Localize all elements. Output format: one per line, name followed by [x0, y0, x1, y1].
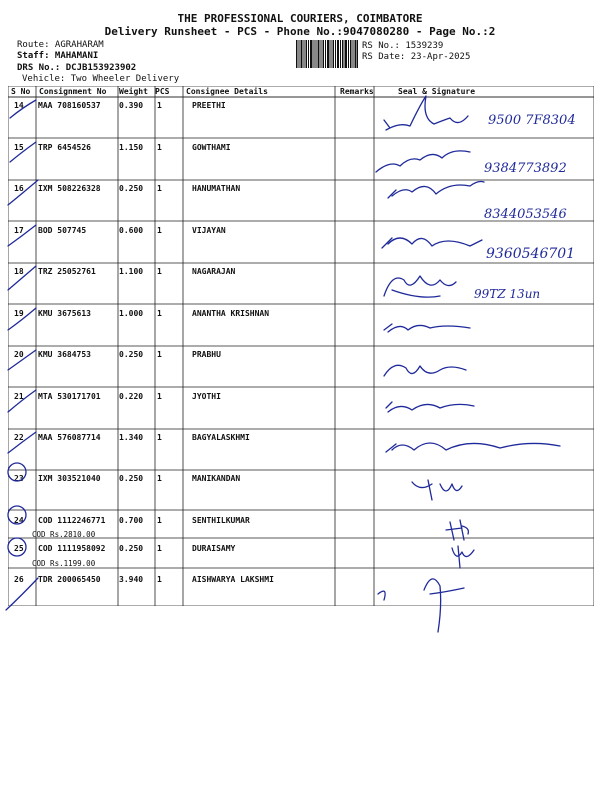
col-header-consignment: Consignment No [39, 87, 107, 96]
row-consignment-no: MAA 576087714 [38, 433, 101, 442]
handwritten-phone: 9360546701 [486, 246, 576, 262]
company-title: THE PROFESSIONAL COURIERS, COIMBATORE [177, 12, 423, 25]
row-weight: 1.000 [119, 309, 144, 318]
runsheet-subtitle: Delivery Runsheet - PCS - Phone No.:9047080280 - Page No.:2 [104, 25, 496, 38]
row-weight: 0.600 [119, 226, 144, 235]
runsheet-table-grid [8, 86, 594, 606]
row-sno: 14 [14, 101, 24, 110]
row-weight: 1.150 [119, 143, 144, 152]
row-consignee: HANUMATHAN [192, 184, 241, 193]
col-header-consignee: Consignee Details [186, 87, 268, 96]
handwritten-phone: 9384773892 [484, 161, 567, 176]
row-pcs: 1 [157, 184, 162, 193]
row-weight: 1.340 [119, 433, 144, 442]
row-pcs: 1 [157, 350, 162, 359]
row-pcs: 1 [157, 474, 162, 483]
row-pcs: 1 [157, 226, 162, 235]
row-consignee: NAGARAJAN [192, 267, 236, 276]
row-consignee: JYOTHI [192, 392, 221, 401]
row-sno: 16 [14, 184, 24, 193]
row-consignment-no: TRZ 25052761 [38, 267, 96, 276]
handwritten-phone: 9500 7F8304 [488, 113, 576, 128]
row-sno: 26 [14, 575, 24, 584]
row-consignee: GOWTHAMI [192, 143, 231, 152]
row-consignment-no: KMU 3684753 [38, 350, 91, 359]
handwritten-phone: 8344053546 [484, 207, 567, 222]
staff-label: Staff: MAHAMANI [17, 51, 99, 61]
row-consignment-no: IXM 303521040 [38, 474, 101, 483]
row-sno: 15 [14, 143, 24, 152]
row-consignee: MANIKANDAN [192, 474, 241, 483]
row-sno: 22 [14, 433, 24, 442]
row-consignment-no: COD 1112246771 [38, 516, 106, 525]
row-weight: 0.700 [119, 516, 144, 525]
row-weight: 0.250 [119, 184, 144, 193]
row-weight: 0.390 [119, 101, 144, 110]
row-sno: 18 [14, 267, 24, 276]
drs-number: DRS No.: DCJB153923902 [17, 63, 137, 73]
row-consignment-no: MTA 530171701 [38, 392, 101, 401]
row-sno: 20 [14, 350, 24, 359]
row-consignee: BAGYALASKHMI [192, 433, 250, 442]
row-pcs: 1 [157, 516, 162, 525]
col-header-sno: S No [11, 87, 31, 96]
row-pcs: 1 [157, 544, 162, 553]
route-label: Route: AGRAHARAM [17, 40, 104, 50]
row-consignee: VIJAYAN [192, 226, 226, 235]
row-sno: 25 [14, 544, 24, 553]
row-pcs: 1 [157, 143, 162, 152]
row-weight: 0.250 [119, 474, 144, 483]
row-pcs: 1 [157, 575, 162, 584]
cod-amount: COD Rs.1199.00 [32, 559, 96, 568]
row-consignment-no: KMU 3675613 [38, 309, 91, 318]
rs-date: RS Date: 23-Apr-2025 [362, 52, 471, 62]
row-sno: 24 [14, 516, 24, 525]
row-sno: 17 [14, 226, 24, 235]
barcode-image [296, 40, 358, 68]
row-sno: 23 [14, 474, 24, 483]
row-consignee: PREETHI [192, 101, 226, 110]
row-consignee: DURAISAMY [192, 544, 236, 553]
row-consignee: ANANTHA KRISHNAN [192, 309, 270, 318]
row-pcs: 1 [157, 101, 162, 110]
row-pcs: 1 [157, 392, 162, 401]
row-sno: 21 [14, 392, 24, 401]
row-weight: 0.250 [119, 350, 144, 359]
row-consignee: SENTHILKUMAR [192, 516, 250, 525]
vehicle-label: Vehicle: Two Wheeler Delivery [22, 74, 180, 84]
handwritten-phone: 99TZ 13un [474, 287, 541, 301]
row-consignment-no: MAA 708160537 [38, 101, 101, 110]
col-header-pcs: PCS [155, 87, 170, 96]
row-weight: 0.250 [119, 544, 144, 553]
row-weight: 0.220 [119, 392, 144, 401]
row-consignment-no: TRP 6454526 [38, 143, 91, 152]
cod-amount: COD Rs.2810.00 [32, 530, 96, 539]
col-header-remarks: Remarks [340, 87, 374, 96]
row-consignment-no: COD 1111958092 [38, 544, 106, 553]
row-pcs: 1 [157, 433, 162, 442]
row-consignment-no: TDR 200065450 [38, 575, 101, 584]
row-pcs: 1 [157, 309, 162, 318]
row-consignment-no: BOD 507745 [38, 226, 87, 235]
col-header-weight: Weight [119, 87, 148, 96]
row-weight: 1.100 [119, 267, 144, 276]
row-consignment-no: IXM 508226328 [38, 184, 101, 193]
rs-number: RS No.: 1539239 [362, 41, 444, 51]
row-pcs: 1 [157, 267, 162, 276]
row-consignee: PRABHU [192, 350, 221, 359]
col-header-seal-signature: Seal & Signature [398, 87, 476, 96]
row-weight: 3.940 [119, 575, 144, 584]
row-sno: 19 [14, 309, 24, 318]
row-consignee: AISHWARYA LAKSHMI [192, 575, 274, 584]
